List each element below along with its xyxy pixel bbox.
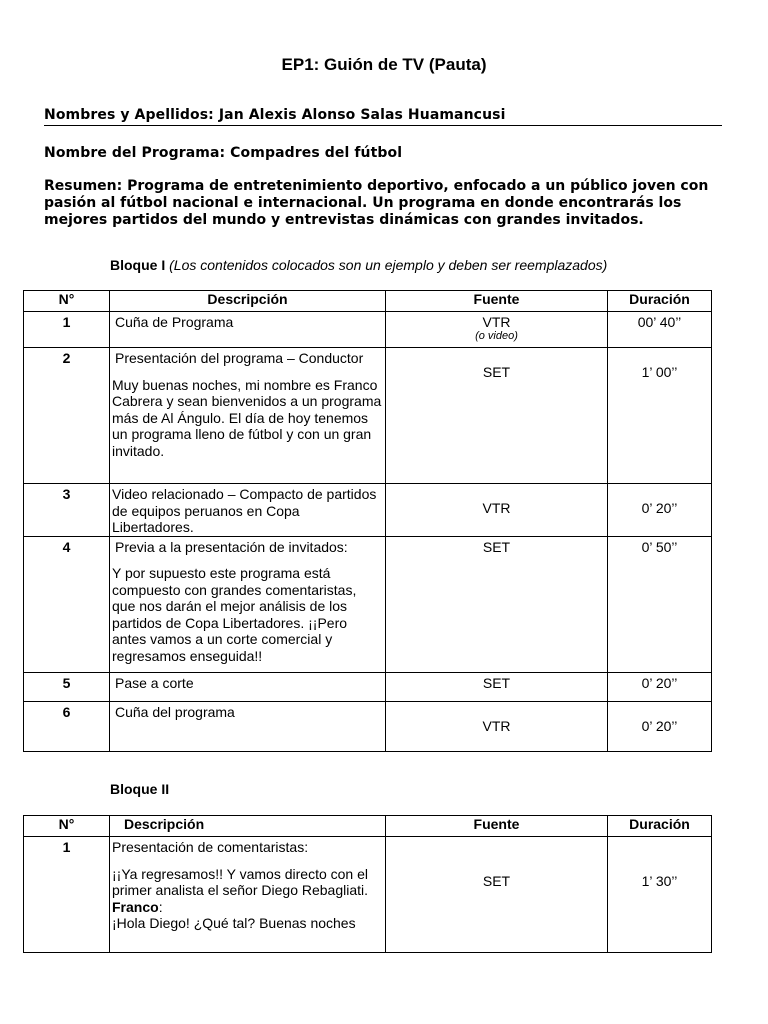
block-2-title <box>110 781 169 797</box>
row-num: 3 <box>24 484 110 537</box>
table-row <box>24 484 712 537</box>
table-row <box>24 348 712 484</box>
table-header <box>24 291 712 312</box>
row-num: 1 <box>24 312 110 348</box>
row-desc: Previa a la presentación de invitados: <box>115 538 348 555</box>
row-src: VTR <box>482 314 511 330</box>
header-src: Fuente <box>386 816 608 837</box>
block-2-table <box>23 815 712 953</box>
row-speaker-line: ¡Hola Diego! ¿Qué tal? Buenas noches <box>112 915 356 931</box>
row-src: SET <box>386 536 608 672</box>
block-1-label: Bloque I <box>110 257 166 273</box>
row-dur: 0’ 20’’ <box>608 701 712 751</box>
block-1-title <box>110 257 607 273</box>
row-dur: 1’ 30’’ <box>608 837 712 953</box>
row-dur: 1’ 00’’ <box>608 348 712 484</box>
table-row <box>24 701 712 751</box>
row-desc: Presentación del programa – Conductor <box>115 350 364 366</box>
document-title: EP1: Guión de TV (Pauta) <box>281 55 487 74</box>
row-dur: 00’ 40’’ <box>608 312 712 348</box>
table-header <box>24 816 712 837</box>
row-dur: 0’ 20’’ <box>608 484 712 537</box>
student-name: Nombres y Apellidos: Jan Alexis Alonso Salas Huamancusi <box>44 107 506 123</box>
header-desc: Descripción <box>110 816 386 837</box>
row-src: SET <box>386 837 608 953</box>
row-body: Y por supuesto este programa está compuesto con grandes comentaristas, que nos darán el mejor análisis de los partidos de Copa Libertadores. ¡¡Pero antes vamos a un corte comercial y regresamos enseguida!! <box>112 565 357 664</box>
table-row <box>24 536 712 672</box>
row-desc: Presentación de comentaristas: <box>112 839 309 855</box>
table-row <box>24 672 712 701</box>
row-num: 2 <box>24 348 110 484</box>
row-speaker: Franco <box>112 898 159 915</box>
table-row <box>24 312 712 348</box>
row-body: Muy buenas noches, mi nombre es Franco Cabrera y sean bienvenidos a un programa más de Al Ángulo. El día de hoy tenemos un programa lleno de fútbol y con un gran invitado. <box>112 376 382 459</box>
header-num: N° <box>24 291 110 312</box>
row-src: SET <box>386 348 608 484</box>
row-num: 1 <box>24 837 110 953</box>
divider <box>44 125 722 126</box>
header-num: N° <box>24 816 110 837</box>
header-dur: Duración <box>608 816 712 837</box>
row-src: VTR <box>386 484 608 537</box>
block-1-table <box>23 290 712 752</box>
row-src: VTR <box>386 701 608 751</box>
row-num: 6 <box>24 701 110 751</box>
program-summary: Resumen: Programa de entretenimiento deportivo, enfocado a un público joven con pasión al fútbol nacional e internacional. Un programa en donde encontrarás los mejores partidos del mundo y entrevistas dinámicas con grandes invitados. <box>44 178 709 228</box>
row-src-note: (o video) <box>475 330 518 342</box>
header-dur: Duración <box>608 291 712 312</box>
row-dur: 0’ 50’’ <box>608 536 712 672</box>
row-desc: Pase a corte <box>115 674 194 691</box>
table-row: 1 Presentación de comentaristas: ¡¡Ya regresamos!! Y vamos directo con el primer analista el señor Diego Rebagliati. Franco: ¡Hola Diego! ¿Qué tal? Buenas noches SET 1’ 30’’ <box>24 837 712 953</box>
header-desc: Descripción <box>110 291 386 312</box>
row-desc: Cuña del programa <box>115 703 235 720</box>
row-desc: Cuña de Programa <box>115 314 234 330</box>
row-num: 4 <box>24 536 110 672</box>
block-1-note: (Los contenidos colocados son un ejemplo y deben ser reemplazados) <box>169 257 608 273</box>
row-num: 5 <box>24 672 110 701</box>
row-body: ¡¡Ya regresamos!! Y vamos directo con el primer analista el señor Diego Rebagliati. <box>112 865 369 898</box>
header-src: Fuente <box>386 291 608 312</box>
row-dur: 0’ 20’’ <box>608 672 712 701</box>
program-name: Nombre del Programa: Compadres del fútbol <box>44 145 403 161</box>
block-2-label: Bloque II <box>110 781 170 797</box>
row-desc: Video relacionado – Compacto de partidos de equipos peruanos en Copa Libertadores. <box>112 486 377 535</box>
row-src: SET <box>386 672 608 701</box>
